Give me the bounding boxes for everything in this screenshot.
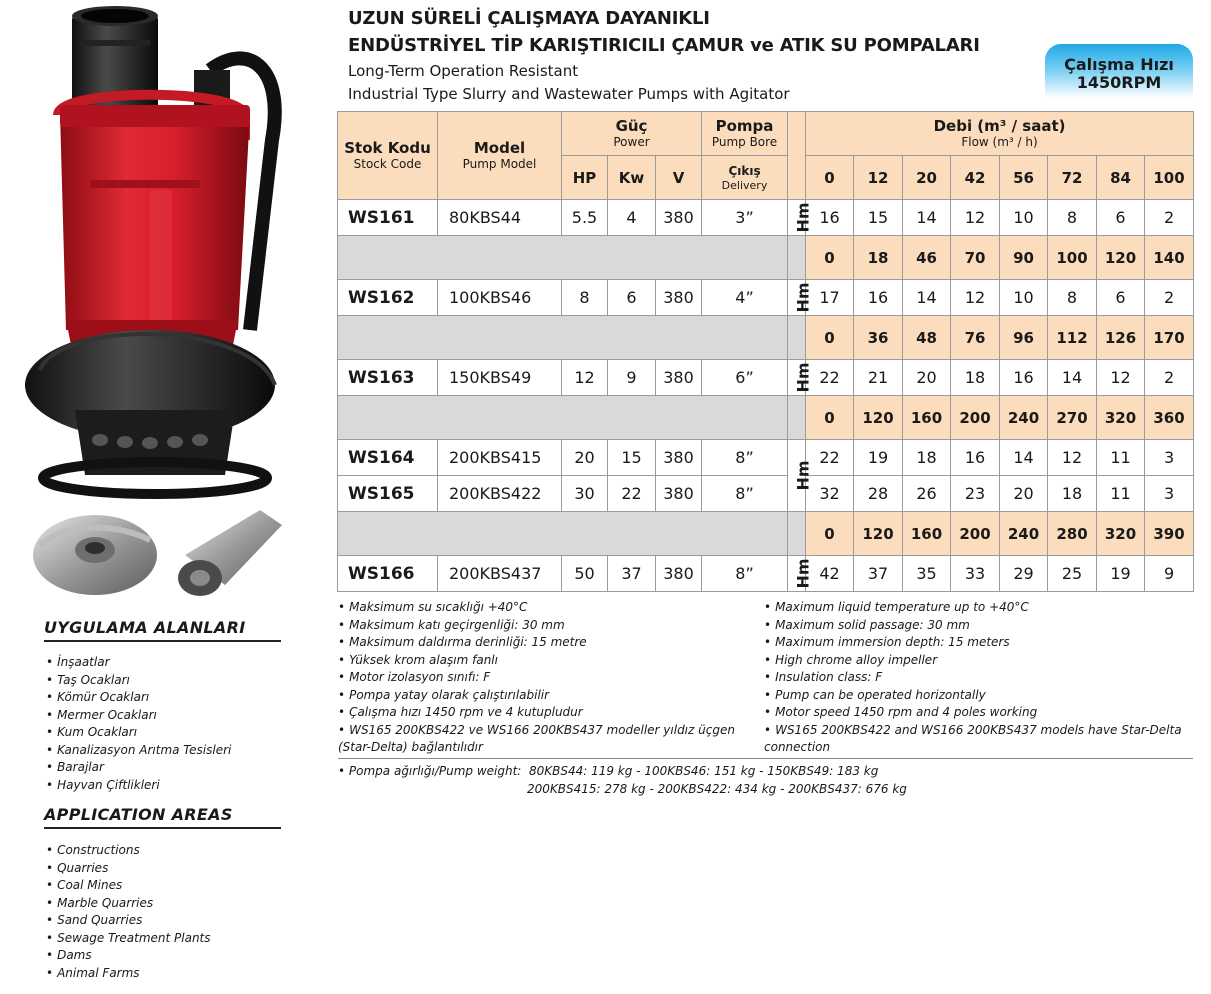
list-item: • Hayvan Çiftlikleri bbox=[46, 777, 231, 795]
head-value-cell: 26 bbox=[903, 476, 951, 512]
flow-value-cell: 0 bbox=[806, 236, 854, 280]
gray-separator bbox=[338, 512, 788, 556]
flow-value-cell: 12 bbox=[854, 156, 903, 200]
list-item: • Mermer Ocakları bbox=[46, 707, 231, 725]
flow-value-cell: 0 bbox=[806, 512, 854, 556]
flow-value-cell: 42 bbox=[951, 156, 1000, 200]
head-value-cell: 14 bbox=[903, 200, 951, 236]
list-item: • Kanalizasyon Arıtma Tesisleri bbox=[46, 742, 231, 760]
notes-en-list bbox=[764, 599, 1184, 757]
head-value-cell: 9 bbox=[1145, 556, 1194, 592]
flow-value-cell: 100 bbox=[1048, 236, 1097, 280]
head-value-cell: 32 bbox=[806, 476, 854, 512]
kw-cell: 4 bbox=[608, 200, 656, 236]
hp-cell: 50 bbox=[562, 556, 608, 592]
flow-value-cell: 18 bbox=[854, 236, 903, 280]
list-item: • Yüksek krom alaşım fanlı bbox=[338, 652, 748, 670]
head-value-cell: 12 bbox=[1048, 440, 1097, 476]
stock-code-cell: WS163 bbox=[338, 360, 438, 396]
flow-value-cell: 160 bbox=[903, 396, 951, 440]
table-row bbox=[338, 200, 1194, 236]
head-value-cell: 14 bbox=[1000, 440, 1048, 476]
flow-value-cell: 96 bbox=[1000, 316, 1048, 360]
list-item: • İnşaatlar bbox=[46, 654, 231, 672]
page-title-tr bbox=[348, 5, 980, 59]
flow-value-cell: 46 bbox=[903, 236, 951, 280]
list-item: • Constructions bbox=[46, 842, 211, 860]
title-tr-line2: ENDÜSTRİYEL TİP KARIŞTIRICILI ÇAMUR ve ATIK SU POMPALARI bbox=[348, 35, 980, 56]
delivery-cell: 8” bbox=[702, 476, 788, 512]
hm-label: Hm bbox=[793, 362, 813, 393]
flow-value-cell: 160 bbox=[903, 512, 951, 556]
flow-value-cell: 0 bbox=[806, 316, 854, 360]
model-cell: 80KBS44 bbox=[438, 200, 562, 236]
head-value-cell: 23 bbox=[951, 476, 1000, 512]
pump-weight-note bbox=[338, 763, 907, 798]
head-value-cell: 18 bbox=[903, 440, 951, 476]
title-tr-line1: UZUN SÜRELİ ÇALIŞMAYA DAYANIKLI bbox=[348, 8, 710, 29]
flow-value-cell: 200 bbox=[951, 396, 1000, 440]
table-row bbox=[338, 280, 1194, 316]
list-item: • Maximum solid passage: 30 mm bbox=[764, 617, 1184, 635]
flow-value-cell: 240 bbox=[1000, 512, 1048, 556]
gray-separator-hm bbox=[788, 236, 806, 280]
hp-cell: 30 bbox=[562, 476, 608, 512]
head-value-cell: 20 bbox=[1000, 476, 1048, 512]
list-item: • Quarries bbox=[46, 860, 211, 878]
list-item: • Sand Quarries bbox=[46, 912, 211, 930]
gray-separator bbox=[338, 396, 788, 440]
head-value-cell: 33 bbox=[951, 556, 1000, 592]
head-value-cell: 2 bbox=[1145, 200, 1194, 236]
stock-code-cell: WS166 bbox=[338, 556, 438, 592]
list-item: • Kömür Ocakları bbox=[46, 689, 231, 707]
list-item: • Dams bbox=[46, 947, 211, 965]
head-value-cell: 15 bbox=[854, 200, 903, 236]
head-value-cell: 19 bbox=[854, 440, 903, 476]
flow-value-cell: 112 bbox=[1048, 316, 1097, 360]
flow-value-cell: 72 bbox=[1048, 156, 1097, 200]
head-value-cell: 16 bbox=[951, 440, 1000, 476]
model-cell: 200KBS422 bbox=[438, 476, 562, 512]
hm-label-cell bbox=[788, 360, 813, 396]
gray-separator bbox=[338, 236, 788, 280]
hm-label-cell bbox=[788, 200, 813, 236]
speed-badge-value: 1450RPM bbox=[1076, 73, 1162, 92]
flow-value-cell: 0 bbox=[806, 396, 854, 440]
head-value-cell: 22 bbox=[806, 360, 854, 396]
title-en-line1: Long-Term Operation Resistant bbox=[348, 62, 579, 80]
delivery-cell: 8” bbox=[702, 556, 788, 592]
kw-cell: 6 bbox=[608, 280, 656, 316]
table-row bbox=[338, 440, 1194, 476]
table-row bbox=[338, 556, 1194, 592]
notes-divider bbox=[338, 758, 1193, 759]
flow-value-cell: 280 bbox=[1048, 512, 1097, 556]
flow-value-cell: 120 bbox=[854, 396, 903, 440]
hm-label: Hm bbox=[793, 558, 813, 589]
list-item: • Motor speed 1450 rpm and 4 poles working bbox=[764, 704, 1184, 722]
flow-value-cell: 120 bbox=[854, 512, 903, 556]
list-item: • Kum Ocakları bbox=[46, 724, 231, 742]
speed-badge bbox=[1045, 44, 1193, 104]
applications-en-list bbox=[46, 842, 211, 982]
list-item: • Maximum immersion depth: 15 meters bbox=[764, 634, 1184, 652]
head-value-cell: 20 bbox=[903, 360, 951, 396]
flow-value-cell: 56 bbox=[1000, 156, 1048, 200]
head-value-cell: 21 bbox=[854, 360, 903, 396]
head-value-cell: 37 bbox=[854, 556, 903, 592]
flow-value-cell: 320 bbox=[1097, 512, 1145, 556]
head-value-cell: 25 bbox=[1048, 556, 1097, 592]
model-cell: 150KBS49 bbox=[438, 360, 562, 396]
pump-product-image bbox=[0, 0, 300, 615]
head-value-cell: 14 bbox=[903, 280, 951, 316]
table-row bbox=[338, 360, 1194, 396]
flow-value-cell: 100 bbox=[1145, 156, 1194, 200]
notes-tr-list bbox=[338, 599, 748, 757]
spec-table bbox=[337, 111, 1194, 592]
gray-separator-hm bbox=[788, 512, 806, 556]
header-spacer bbox=[788, 112, 806, 200]
flow-value-cell: 84 bbox=[1097, 156, 1145, 200]
head-value-cell: 2 bbox=[1145, 280, 1194, 316]
voltage-cell: 380 bbox=[656, 556, 702, 592]
head-value-cell: 3 bbox=[1145, 476, 1194, 512]
flow-value-cell: 360 bbox=[1145, 396, 1194, 440]
flow-value-cell: 70 bbox=[951, 236, 1000, 280]
model-cell: 200KBS415 bbox=[438, 440, 562, 476]
stock-code-cell: WS161 bbox=[338, 200, 438, 236]
model-cell: 200KBS437 bbox=[438, 556, 562, 592]
applications-en-title: APPLICATION AREAS bbox=[44, 805, 281, 829]
flow-value-cell: 390 bbox=[1145, 512, 1194, 556]
list-item: • Çalışma hızı 1450 rpm ve 4 kutupludur bbox=[338, 704, 748, 722]
hm-label: Hm bbox=[793, 460, 813, 491]
head-value-cell: 16 bbox=[854, 280, 903, 316]
head-value-cell: 16 bbox=[806, 200, 854, 236]
header-pump-bore: Pompa Pump Bore bbox=[702, 112, 788, 156]
kw-cell: 9 bbox=[608, 360, 656, 396]
voltage-cell: 380 bbox=[656, 476, 702, 512]
hp-cell: 5.5 bbox=[562, 200, 608, 236]
delivery-cell: 4” bbox=[702, 280, 788, 316]
hp-cell: 12 bbox=[562, 360, 608, 396]
list-item: • Marble Quarries bbox=[46, 895, 211, 913]
header-flow: Debi (m³ / saat) Flow (m³ / h) bbox=[806, 112, 1194, 156]
list-item: • Insulation class: F bbox=[764, 669, 1184, 687]
stock-code-cell: WS164 bbox=[338, 440, 438, 476]
head-value-cell: 22 bbox=[806, 440, 854, 476]
header-delivery: Çıkış Delivery bbox=[702, 156, 788, 200]
hm-label-cell bbox=[788, 556, 813, 592]
gray-separator-hm bbox=[788, 316, 806, 360]
list-item: • WS165 200KBS422 ve WS166 200KBS437 modeller yıldız üçgen (Star-Delta) bağlantılıdır bbox=[338, 722, 748, 757]
stock-code-cell: WS162 bbox=[338, 280, 438, 316]
list-item: • Taş Ocakları bbox=[46, 672, 231, 690]
head-value-cell: 8 bbox=[1048, 280, 1097, 316]
voltage-cell: 380 bbox=[656, 360, 702, 396]
flow-value-cell: 76 bbox=[951, 316, 1000, 360]
hp-cell: 20 bbox=[562, 440, 608, 476]
header-v: V bbox=[656, 156, 702, 200]
list-item: • Pump can be operated horizontally bbox=[764, 687, 1184, 705]
head-value-cell: 18 bbox=[951, 360, 1000, 396]
head-value-cell: 6 bbox=[1097, 280, 1145, 316]
head-value-cell: 29 bbox=[1000, 556, 1048, 592]
stock-code-cell: WS165 bbox=[338, 476, 438, 512]
head-value-cell: 42 bbox=[806, 556, 854, 592]
head-value-cell: 18 bbox=[1048, 476, 1097, 512]
list-item: • Barajlar bbox=[46, 759, 231, 777]
list-item: • High chrome alloy impeller bbox=[764, 652, 1184, 670]
page-title-en bbox=[348, 60, 790, 106]
header-hp: HP bbox=[562, 156, 608, 200]
header-model: Model Pump Model bbox=[438, 112, 562, 200]
table-row bbox=[338, 476, 1194, 512]
flow-value-cell: 170 bbox=[1145, 316, 1194, 360]
hm-label-cell bbox=[788, 280, 813, 316]
hm-label: Hm bbox=[793, 202, 813, 233]
model-cell: 100KBS46 bbox=[438, 280, 562, 316]
list-item: • Maksimum daldırma derinliği: 15 metre bbox=[338, 634, 748, 652]
flow-value-cell: 126 bbox=[1097, 316, 1145, 360]
flow-value-cell: 20 bbox=[903, 156, 951, 200]
head-value-cell: 11 bbox=[1097, 476, 1145, 512]
head-value-cell: 10 bbox=[1000, 200, 1048, 236]
kw-cell: 37 bbox=[608, 556, 656, 592]
flow-value-cell: 120 bbox=[1097, 236, 1145, 280]
head-value-cell: 6 bbox=[1097, 200, 1145, 236]
head-value-cell: 19 bbox=[1097, 556, 1145, 592]
flow-value-cell: 48 bbox=[903, 316, 951, 360]
gray-separator-hm bbox=[788, 396, 806, 440]
head-value-cell: 3 bbox=[1145, 440, 1194, 476]
applications-tr-list bbox=[46, 654, 231, 794]
list-item: • Pompa yatay olarak çalıştırılabilir bbox=[338, 687, 748, 705]
voltage-cell: 380 bbox=[656, 280, 702, 316]
delivery-cell: 3” bbox=[702, 200, 788, 236]
header-stock-code: Stok Kodu Stock Code bbox=[338, 112, 438, 200]
gray-separator bbox=[338, 316, 788, 360]
head-value-cell: 14 bbox=[1048, 360, 1097, 396]
list-item: • Maximum liquid temperature up to +40°C bbox=[764, 599, 1184, 617]
flow-value-cell: 200 bbox=[951, 512, 1000, 556]
flow-value-cell: 270 bbox=[1048, 396, 1097, 440]
hp-cell: 8 bbox=[562, 280, 608, 316]
head-value-cell: 12 bbox=[951, 200, 1000, 236]
flow-value-cell: 240 bbox=[1000, 396, 1048, 440]
flow-value-cell: 90 bbox=[1000, 236, 1048, 280]
head-value-cell: 35 bbox=[903, 556, 951, 592]
title-en-line2: Industrial Type Slurry and Wastewater Pumps with Agitator bbox=[348, 85, 790, 103]
kw-cell: 22 bbox=[608, 476, 656, 512]
hm-label-cell bbox=[788, 440, 813, 512]
head-value-cell: 12 bbox=[1097, 360, 1145, 396]
list-item: • Maksimum su sıcaklığı +40°C bbox=[338, 599, 748, 617]
flow-value-cell: 0 bbox=[806, 156, 854, 200]
header-kw: Kw bbox=[608, 156, 656, 200]
list-item: • WS165 200KBS422 and WS166 200KBS437 models have Star-Delta connection bbox=[764, 722, 1184, 757]
speed-badge-label: Çalışma Hızı bbox=[1064, 55, 1174, 74]
applications-tr-title: UYGULAMA ALANLARI bbox=[44, 618, 281, 642]
delivery-cell: 8” bbox=[702, 440, 788, 476]
head-value-cell: 12 bbox=[951, 280, 1000, 316]
head-value-cell: 16 bbox=[1000, 360, 1048, 396]
flow-value-cell: 140 bbox=[1145, 236, 1194, 280]
header-power: Güç Power bbox=[562, 112, 702, 156]
head-value-cell: 17 bbox=[806, 280, 854, 316]
flow-value-cell: 320 bbox=[1097, 396, 1145, 440]
flow-value-cell: 36 bbox=[854, 316, 903, 360]
list-item: • Animal Farms bbox=[46, 965, 211, 983]
head-value-cell: 10 bbox=[1000, 280, 1048, 316]
list-item: • Coal Mines bbox=[46, 877, 211, 895]
weight-line-1: • Pompa ağırlığı/Pump weight: 80KBS44: 119 kg - 100KBS46: 151 kg - 150KBS49: 183 kg bbox=[338, 764, 879, 778]
head-value-cell: 2 bbox=[1145, 360, 1194, 396]
voltage-cell: 380 bbox=[656, 440, 702, 476]
weight-line-2: 200KBS415: 278 kg - 200KBS422: 434 kg - 200KBS437: 676 kg bbox=[527, 781, 907, 796]
list-item: • Sewage Treatment Plants bbox=[46, 930, 211, 948]
hm-label: Hm bbox=[793, 282, 813, 313]
head-value-cell: 8 bbox=[1048, 200, 1097, 236]
list-item: • Maksimum katı geçirgenliği: 30 mm bbox=[338, 617, 748, 635]
voltage-cell: 380 bbox=[656, 200, 702, 236]
list-item: • Motor izolasyon sınıfı: F bbox=[338, 669, 748, 687]
head-value-cell: 11 bbox=[1097, 440, 1145, 476]
kw-cell: 15 bbox=[608, 440, 656, 476]
delivery-cell: 6” bbox=[702, 360, 788, 396]
head-value-cell: 28 bbox=[854, 476, 903, 512]
